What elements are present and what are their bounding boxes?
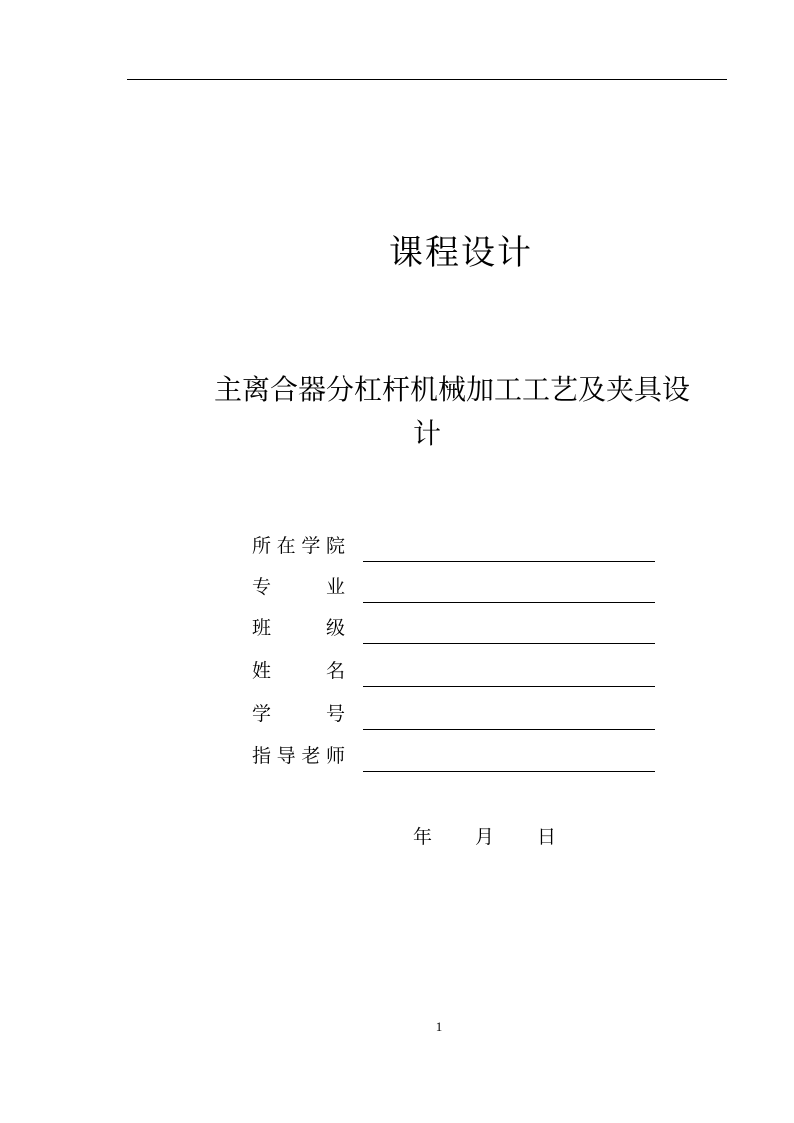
field-blank-student-id[interactable]	[363, 729, 655, 730]
thesis-title-line1: 主离合器分杠杆机械加工工艺及夹具设	[214, 373, 691, 406]
field-blank-name[interactable]	[363, 686, 655, 687]
field-row-class	[252, 614, 656, 644]
page-number: 1	[435, 1019, 443, 1034]
field-label-advisor: 指导老师	[252, 745, 345, 767]
field-blank-advisor[interactable]	[363, 771, 655, 772]
field-label-name: 姓名	[252, 660, 345, 682]
field-row-name	[252, 657, 656, 687]
date-month-label: 月	[475, 826, 495, 848]
field-row-college	[252, 532, 656, 562]
field-blank-class[interactable]	[363, 643, 655, 644]
field-blank-college[interactable]	[363, 561, 655, 562]
header-rule	[127, 79, 727, 80]
cover-title: 课程设计	[389, 233, 533, 273]
field-label-class: 班级	[252, 617, 345, 639]
thesis-title	[214, 368, 719, 456]
field-label-major: 专业	[252, 576, 345, 598]
date-year-label: 年	[413, 826, 433, 848]
field-blank-major[interactable]	[363, 602, 655, 603]
field-row-advisor	[252, 742, 656, 772]
field-row-major	[252, 573, 656, 603]
field-label-college: 所在学院	[252, 535, 345, 557]
thesis-title-line2: 计	[413, 417, 442, 450]
field-label-student-id: 学号	[252, 703, 345, 725]
field-row-student-id	[252, 700, 656, 730]
date-day-label: 日	[537, 826, 557, 848]
